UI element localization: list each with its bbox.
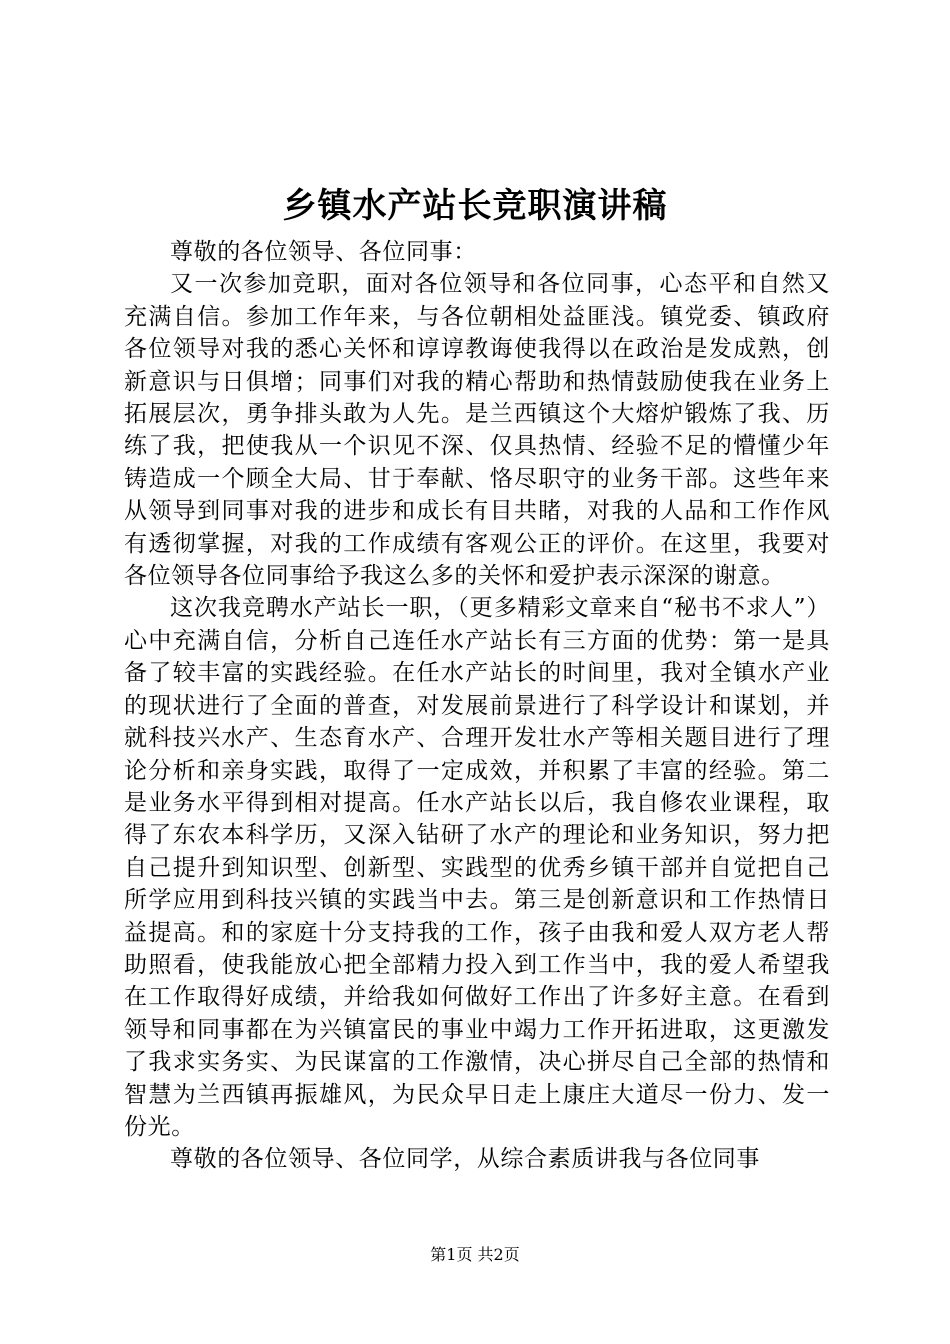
paragraph-3: 尊敬的各位领导、各位同学，从综合素质讲我与各位同事 — [170, 1146, 760, 1173]
paragraph-2: 这次我竞聘水产站长一职，（更多精彩文章来自“秘书不求人”）心中充满自信，分析自己连任水产站长有三方面的优势：第一是具备了较丰富的实践经验。在任水产站长的时间里，我对全镇水产业的现状进行了全面的普查，对发展前景进行了科学设计和谋划，并就科技兴水产、生态育水产、合理开发壮水产等相关题目进行了理论分析和亲身实践，取得了一定成效，并积累了丰富的经验。第二是业务水平得到相对提高。任水产站长以后，我自修农业课程，取得了东农本科学历，又深入钻研了水产的理论和业务知识，努力把自己提升到知识型、创新型、实践型的优秀乡镇干部并自觉把自己所学应用到科技兴镇的实践当中去。第三是创新意识和工作热情日益提高。和的家庭十分支持我的工作，孩子由我和爱人双方老人帮助照看，使我能放心把全部精力投入到工作当中，我的爱人希望我在工作取得好成绩，并给我如何做好工作出了许多好主意。在看到领导和同事都在为兴镇富民的事业中竭力工作开拓进取，这更激发了我求实务实、为民谋富的工作激情，决心拼尽自己全部的热情和智慧为兰西镇再振雄风，为民众早日走上康庄大道尽一份力、发一份光。 — [124, 595, 830, 1140]
page-footer: 第1页 共2页 — [430, 1245, 520, 1264]
document-body — [124, 236, 830, 1176]
document-title: 乡镇水产站长竞职演讲稿 — [282, 186, 668, 226]
paragraph-1: 又一次参加竞职，面对各位领导和各位同事，心态平和自然又充满自信。参加工作年来，与各位朝相处益匪浅。镇党委、镇政府各位领导对我的悉心关怀和谆谆教诲使我得以在政治是发成熟，创新意识与日俱增；同事们对我的精心帮助和热情鼓励使我在业务上拓展层次，勇争排头敢为人先。是兰西镇这个大熔炉锻炼了我、历练了我，把使我从一个识见不深、仅具热情、经验不足的懵懂少年铸造成一个顾全大局、甘于奉献、恪尽职守的业务干部。这些年来从领导到同事对我的进步和成长有目共睹，对我的人品和工作作风有透彻掌握，对我的工作成绩有客观公正的评价。在这里，我要对各位领导各位同事给予我这么多的关怀和爱护表示深深的谢意。 — [124, 271, 830, 590]
salutation: 尊敬的各位领导、各位同事： — [170, 239, 477, 265]
